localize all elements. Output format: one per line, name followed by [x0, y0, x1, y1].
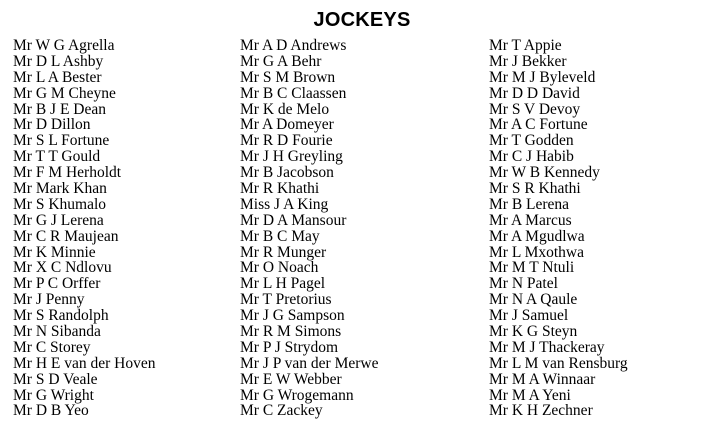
- jockey-name: Mr D L Ashby: [13, 52, 104, 70]
- jockey-name: Mr A C Fortune: [489, 116, 588, 134]
- jockey-name: Mr S Khumalo: [13, 195, 106, 213]
- jockey-name: Mr M A Winnaar: [489, 370, 596, 388]
- jockey-name: Mr L Mxothwa: [489, 243, 584, 261]
- jockey-name: Mr K Minnie: [13, 243, 96, 261]
- jockey-name: Mr K G Steyn: [489, 323, 578, 341]
- jockey-name: Mr S M Brown: [240, 68, 336, 86]
- jockey-name: Mr R Munger: [240, 243, 327, 261]
- jockey-name: Mr C R Maujean: [13, 227, 119, 245]
- jockey-name: Mr E W Webber: [240, 370, 342, 388]
- jockey-name: Mr B Lerena: [489, 195, 570, 213]
- jockey-name: Mr B C May: [240, 227, 320, 245]
- jockey-name: Mr P J Strydom: [240, 338, 339, 356]
- page-title: JOCKEYS: [313, 9, 411, 31]
- jockey-name: Mr T Appie: [489, 37, 562, 54]
- jockey-name: Miss J A King: [240, 195, 329, 213]
- jockey-name: Mr D D David: [489, 84, 580, 102]
- jockey-name: Mr D B Yeo: [13, 402, 89, 420]
- jockey-name: Mr R Khathi: [240, 180, 320, 198]
- jockey-name: Mr B C Claassen: [240, 84, 347, 102]
- jockey-name: Mr B Jacobson: [240, 164, 334, 182]
- jockey-name: Mr B J E Dean: [13, 100, 106, 118]
- jockey-name: Mr C Zackey: [240, 402, 323, 420]
- jockey-name: Mr N A Qaule: [489, 291, 578, 309]
- jockey-name: Mr K H Zechner: [489, 402, 593, 420]
- jockey-name: Mr M J Byleveld: [489, 68, 596, 86]
- jockey-name: Mr M T Ntuli: [489, 259, 575, 277]
- jockey-name: Mr P C Orffer: [13, 275, 101, 293]
- jockey-name: Mr K de Melo: [240, 100, 330, 118]
- jockey-list-column-1: [13, 38, 155, 419]
- jockey-name: Mr O Noach: [240, 259, 319, 277]
- jockey-list-column-2: [240, 38, 378, 419]
- jockey-name: Mr L H Pagel: [240, 275, 326, 293]
- jockey-name: Mr M A Yeni: [489, 386, 571, 404]
- jockey-name: Mr A Domeyer: [240, 116, 334, 134]
- jockey-name: Mr D Dillon: [13, 116, 91, 134]
- jockey-name: Mr L M van Rensburg: [489, 354, 628, 372]
- jockey-name: Mr S V Devoy: [489, 100, 581, 118]
- jockey-name: Mr W B Kennedy: [489, 164, 600, 182]
- jockey-name: Mr J H Greyling: [240, 148, 343, 166]
- jockey-name: Mr A Marcus: [489, 211, 572, 229]
- jockey-name: Mr J Penny: [13, 291, 85, 309]
- jockey-name: Mr J Bekker: [489, 52, 567, 70]
- jockey-name: Mr N Patel: [489, 275, 558, 293]
- jockey-name: Mr G Wrogemann: [240, 386, 354, 404]
- jockey-name: Mr J P van der Merwe: [240, 354, 379, 372]
- jockey-name: Mr C J Habib: [489, 148, 574, 166]
- jockey-name: Mr C Storey: [13, 338, 91, 356]
- jockey-name: Mr N Sibanda: [13, 323, 101, 341]
- jockey-name: Mr J G Sampson: [240, 307, 345, 325]
- jockey-name: Mr F M Herholdt: [13, 164, 122, 182]
- jockey-name: Mr J Samuel: [489, 307, 569, 325]
- jockey-name: Mr S D Veale: [13, 370, 98, 388]
- jockey-name: Mr G M Cheyne: [13, 84, 116, 102]
- jockey-name: Mr A D Andrews: [240, 37, 347, 54]
- jockey-name: Mr L A Bester: [13, 68, 102, 86]
- jockey-name: Mr R M Simons: [240, 323, 342, 341]
- jockey-name: Mr S Randolph: [13, 307, 109, 325]
- jockey-name: Mr S L Fortune: [13, 132, 110, 150]
- jockey-name: Mr G J Lerena: [13, 211, 104, 229]
- jockey-list-column-3: [489, 38, 628, 419]
- jockey-name: Mr D A Mansour: [240, 211, 347, 229]
- jockey-name: Mr T Pretorius: [240, 291, 332, 309]
- jockey-name: Mr H E van der Hoven: [13, 354, 156, 372]
- jockey-name: Mr G Wright: [13, 386, 94, 404]
- jockey-name: Mr S R Khathi: [489, 180, 581, 198]
- jockey-name: Mr A Mgudlwa: [489, 227, 585, 245]
- jockey-name: Mr M J Thackeray: [489, 338, 605, 356]
- jockey-name: Mr Mark Khan: [13, 180, 107, 198]
- jockey-name: Mr T Godden: [489, 132, 574, 150]
- jockey-name: Mr T T Gould: [13, 148, 101, 166]
- jockey-name: Mr X C Ndlovu: [13, 259, 112, 277]
- jockey-name: Mr G A Behr: [240, 52, 322, 70]
- jockey-name: Mr W G Agrella: [13, 37, 115, 54]
- jockey-name: Mr R D Fourie: [240, 132, 333, 150]
